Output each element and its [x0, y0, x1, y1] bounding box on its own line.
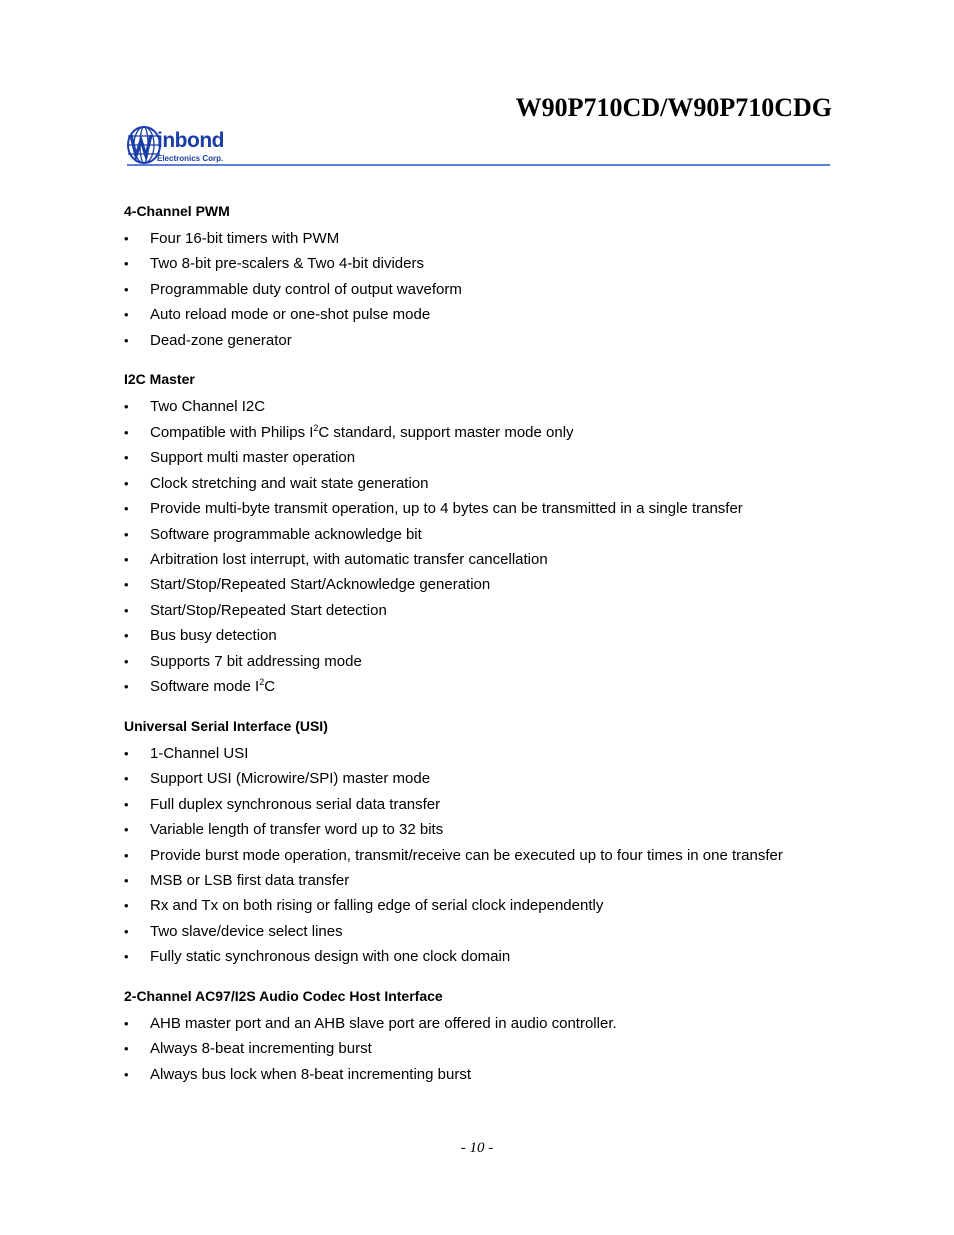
bullet-icon: •: [124, 796, 129, 812]
bullet-icon: •: [124, 653, 129, 669]
list-item: [124, 251, 824, 276]
list-item: [124, 741, 824, 766]
logo-wordmark: inbond: [157, 129, 224, 152]
list-item-text: Auto reload mode or one-shot pulse mode: [150, 306, 431, 324]
list-item-text: Support multi master operation: [150, 449, 356, 467]
page-number: - 10 -: [460, 1140, 494, 1156]
list-item-text: Two Channel I2C: [150, 398, 266, 416]
bullet-icon: •: [124, 526, 129, 542]
list-item-text: Provide burst mode operation, transmit/receive can be executed up to four times in one transfer: [150, 846, 783, 864]
list-item-text: C standard, support master mode only: [318, 423, 574, 441]
bullet-icon: •: [124, 771, 129, 787]
list-item-text: Two slave/device select lines: [150, 922, 343, 940]
list-item: [124, 674, 824, 699]
bullet-icon: •: [124, 475, 129, 491]
list-item-text: Supports 7 bit addressing mode: [150, 652, 362, 670]
list-item: [124, 277, 824, 302]
section: [124, 986, 824, 1087]
list-item-text: Fully static synchronous design with one clock domain: [150, 948, 511, 966]
list-item-text: Programmable duty control of output waveform: [150, 280, 462, 298]
list-item: [124, 843, 824, 868]
list-item: [124, 496, 824, 521]
list-item: [124, 649, 824, 674]
list-item-text: Provide multi-byte transmit operation, up to 4 bytes can be transmitted in a single transfer: [150, 500, 743, 518]
bullet-icon: •: [124, 949, 129, 965]
list-item: [124, 817, 824, 842]
list-item-text: AHB master port and an AHB slave port are offered in audio controller.: [150, 1014, 617, 1032]
list-item: [124, 1011, 824, 1036]
list-item: [124, 868, 824, 893]
bullet-icon: •: [124, 231, 129, 246]
list-item-text: Full duplex synchronous serial data transfer: [150, 795, 441, 813]
list-item-text: Arbitration lost interrupt, with automatic transfer cancellation: [150, 550, 548, 568]
list-item-text: Always bus lock when 8-beat incrementing burst: [150, 1065, 471, 1083]
bullet-icon: •: [124, 332, 129, 348]
header-rule: [127, 164, 830, 166]
list-item: [124, 919, 824, 944]
list-item: [124, 944, 824, 969]
bullet-icon: •: [124, 898, 129, 914]
section-title: 2-Channel AC97/I2S Audio Codec Host Interface: [124, 987, 443, 1004]
section-title: 4-Channel PWM: [124, 203, 230, 219]
list-item-text: Support USI (Microwire/SPI) master mode: [150, 770, 431, 788]
bullet-icon: •: [124, 1066, 129, 1082]
superscript: 2: [313, 422, 319, 433]
list-item: [124, 623, 824, 648]
bullet-icon: •: [124, 256, 129, 272]
list-item: [124, 522, 824, 547]
bullet-icon: •: [124, 281, 129, 297]
list-item: [124, 1062, 824, 1087]
list-item: [124, 1036, 824, 1061]
list-item-text: Variable length of transfer word up to 32 bits: [150, 821, 444, 839]
section: [124, 369, 824, 699]
list-item-text: Compatible with Philips I: [150, 423, 314, 441]
bullet-list: [124, 1011, 824, 1087]
list-item: [124, 302, 824, 327]
bullet-icon: •: [124, 745, 129, 761]
list-item: [124, 445, 824, 470]
list-item-text: Bus busy detection: [150, 627, 277, 645]
list-item-text: Software mode I: [150, 678, 260, 696]
bullet-icon: •: [124, 1015, 129, 1031]
bullet-icon: •: [124, 424, 129, 440]
list-item: [124, 792, 824, 817]
list-item: [124, 226, 824, 251]
list-item-text: C: [264, 678, 276, 696]
bullet-icon: •: [124, 602, 129, 618]
list-item: [124, 893, 824, 918]
bullet-icon: •: [124, 450, 129, 466]
list-item-text: Four 16-bit timers with PWM: [150, 230, 340, 247]
document-body: [124, 201, 824, 1103]
list-item-text: Clock stretching and wait state generation: [150, 474, 429, 492]
list-item-text: Two 8-bit pre-scalers & Two 4-bit dividers: [150, 255, 424, 273]
list-item: [124, 471, 824, 496]
list-item-text: 1-Channel USI: [150, 744, 249, 762]
document-title: W90P710CD/W90P710CDG: [515, 93, 832, 122]
list-item-text: Start/Stop/Repeated Start detection: [150, 601, 387, 619]
list-item: [124, 766, 824, 791]
bullet-icon: •: [124, 923, 129, 939]
bullet-icon: •: [124, 551, 129, 567]
bullet-icon: •: [124, 501, 129, 517]
bullet-icon: •: [124, 847, 129, 863]
list-item: [124, 420, 824, 445]
bullet-list: [124, 741, 824, 970]
list-item: [124, 572, 824, 597]
winbond-logo: [127, 125, 257, 165]
bullet-icon: •: [124, 1041, 129, 1057]
bullet-icon: •: [124, 577, 129, 593]
bullet-list: [124, 226, 824, 353]
list-item: [124, 394, 824, 419]
bullet-icon: •: [124, 628, 129, 644]
list-item: [124, 598, 824, 623]
list-item-text: Always 8-beat incrementing burst: [150, 1040, 372, 1058]
section: [124, 716, 824, 970]
logo-subtitle: Electronics Corp.: [157, 154, 224, 163]
section: [124, 201, 824, 353]
list-item: [124, 328, 824, 353]
list-item-text: MSB or LSB first data transfer: [150, 871, 350, 889]
bullet-list: [124, 394, 824, 699]
bullet-icon: •: [124, 679, 129, 695]
list-item-text: Software programmable acknowledge bit: [150, 525, 422, 543]
list-item: [124, 547, 824, 572]
section-title: I2C Master: [124, 371, 195, 388]
section-title: Universal Serial Interface (USI): [124, 717, 328, 734]
list-item-text: Rx and Tx on both rising or falling edge of serial clock independently: [150, 897, 604, 915]
superscript: 2: [259, 677, 265, 688]
list-item-text: Dead-zone generator: [150, 331, 292, 349]
bullet-icon: •: [124, 307, 129, 323]
bullet-icon: •: [124, 399, 129, 415]
bullet-icon: •: [124, 872, 129, 888]
globe-icon: [127, 125, 161, 165]
list-item-text: Start/Stop/Repeated Start/Acknowledge generation: [150, 576, 491, 594]
bullet-icon: •: [124, 822, 129, 838]
